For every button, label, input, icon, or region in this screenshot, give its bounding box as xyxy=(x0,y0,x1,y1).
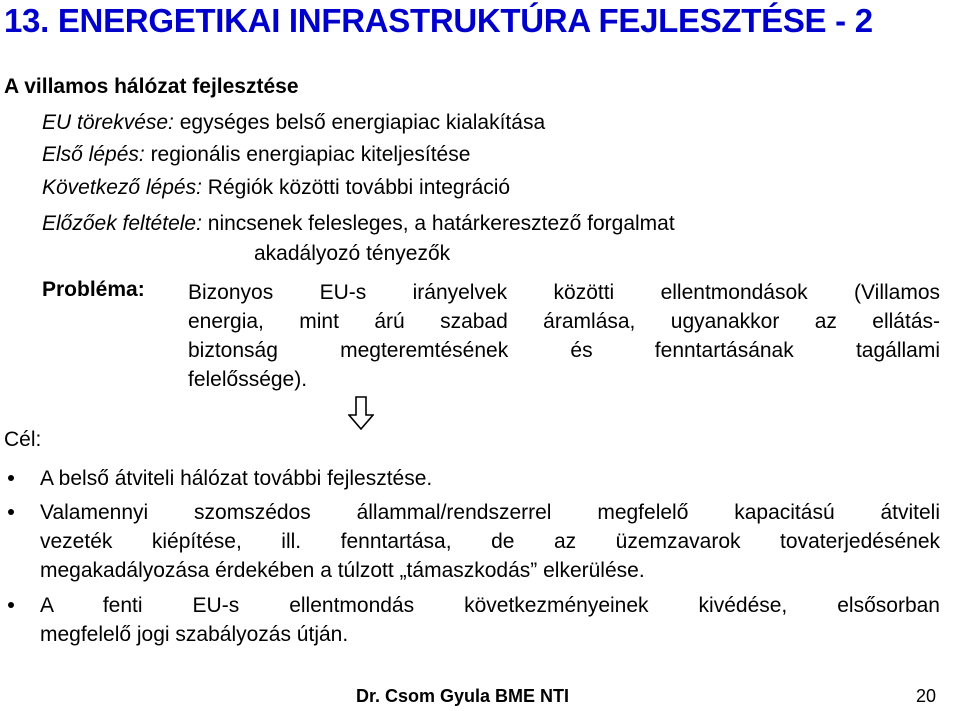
line-precondition xyxy=(42,212,675,236)
line-eu-aim xyxy=(42,111,545,135)
line-precondition-continued: akadályozó tényezők xyxy=(254,242,451,265)
line-first-step xyxy=(42,143,470,167)
line-text: Régiók közötti további integráció xyxy=(201,176,511,199)
line-text: regionális energiapiac kiteljesítése xyxy=(144,143,471,166)
problem-line: Bizonyos EU-s irányelvek közötti ellentmondások (Villamos xyxy=(188,281,940,304)
line-label: Előzőek feltétele: xyxy=(42,212,202,235)
problem-label: Probléma: xyxy=(42,278,145,301)
problem-line: biztonság megteremtésének és fenntartásának tagállami xyxy=(188,339,940,362)
bullet-line: megakadályozása érdekében a túlzott „támaszkodás” elkerülése. xyxy=(40,559,645,582)
line-next-step xyxy=(42,176,510,200)
problem-line: energia, mint árú szabad áramlása, ugyanakkor az ellátás- xyxy=(188,310,940,333)
line-text: egységes belső energiapiac kialakítása xyxy=(173,111,546,134)
goal-label: Cél: xyxy=(4,428,42,451)
bullet-line: megfelelő jogi szabályozás útján. xyxy=(40,623,349,646)
slide-title: 13. ENERGETIKAI INFRASTRUKTÚRA FEJLESZTÉSE - 2 xyxy=(4,2,873,39)
list-item xyxy=(0,591,940,649)
bullet-dot-icon xyxy=(8,475,14,481)
section-heading: A villamos hálózat fejlesztése xyxy=(4,75,299,98)
bullet-line: Valamennyi szomszédos állammal/rendszerrel megfelelő kapacitású átviteli xyxy=(40,501,940,524)
list-item xyxy=(0,464,940,493)
bullet-line: A belső átviteli hálózat további fejlesztése. xyxy=(40,467,433,490)
page-number: 20 xyxy=(916,686,937,706)
footer-credit: Dr. Csom Gyula BME NTI xyxy=(356,686,570,706)
problem-text xyxy=(188,278,940,394)
problem-line: felelőssége). xyxy=(188,368,308,391)
line-label: EU törekvése: xyxy=(42,111,174,134)
bullet-line: vezeték kiépítése, ill. fenntartása, de az üzemzavarok tovaterjedésének xyxy=(40,530,940,553)
down-arrow-outline-icon xyxy=(348,396,374,430)
line-text: nincsenek felesleges, a határkeresztező forgalmat xyxy=(201,212,675,235)
line-label: Első lépés: xyxy=(42,143,145,166)
line-label: Következő lépés: xyxy=(42,176,202,199)
bullet-line: A fenti EU-s ellentmondás következményeinek kivédése, elsősorban xyxy=(40,594,940,617)
bullet-dot-icon xyxy=(8,509,14,515)
list-item xyxy=(0,498,940,585)
bullet-dot-icon xyxy=(8,602,14,608)
